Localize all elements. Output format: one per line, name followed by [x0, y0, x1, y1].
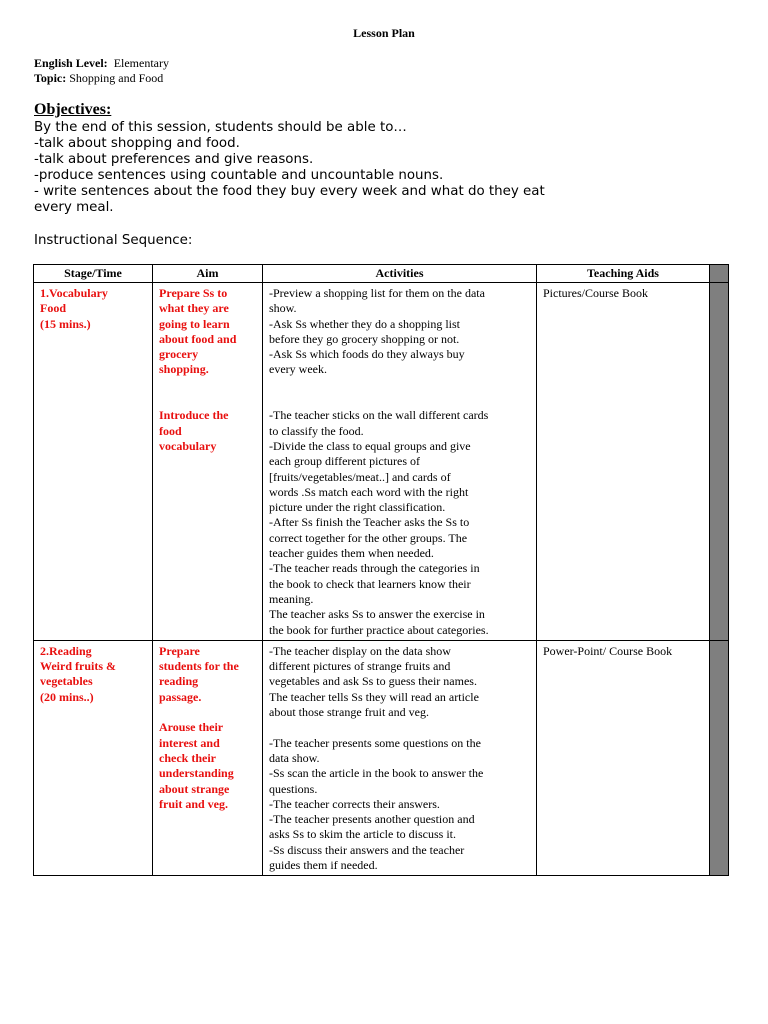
table-row: [34, 283, 729, 641]
topic-label: Topic:: [34, 71, 67, 85]
activity-line: the book for further practice about categories.: [269, 622, 489, 637]
objective-line: -talk about preferences and give reasons.: [34, 152, 314, 167]
stage-line: (15 mins.): [40, 316, 91, 331]
header-activities: Activities: [263, 265, 537, 283]
aim-line: passage.: [159, 689, 202, 704]
activity-line: -Ask Ss which foods do they always buy: [269, 347, 465, 362]
activity-line: different pictures of strange fruits and: [269, 659, 451, 674]
aim-line: Arouse their: [159, 720, 224, 735]
activity-line: -Ss discuss their answers and the teacher: [269, 842, 465, 857]
english-level-value: Elementary: [113, 56, 169, 70]
stage-line: vegetables: [40, 674, 93, 689]
activity-line: questions.: [269, 781, 318, 796]
aim-line: students for the: [159, 659, 239, 674]
aim-line: check their: [159, 750, 216, 765]
aim-line: about strange: [159, 781, 230, 796]
teaching-aids-cell: Pictures/Course Book: [537, 283, 710, 641]
stage-line: 2.Reading: [40, 643, 92, 658]
english-level-label: English Level:: [34, 56, 108, 70]
activity-line: -Ss scan the article in the book to answer the: [269, 766, 484, 781]
activity-line: The teacher tells Ss they will read an article: [269, 689, 479, 704]
header-teaching-aids: Teaching Aids: [537, 265, 710, 283]
activity-line: guides them if needed.: [269, 857, 378, 872]
aim-line: reading: [159, 674, 199, 689]
stage-cell: [34, 283, 153, 641]
instructional-sequence-heading: Instructional Sequence:: [34, 233, 193, 248]
activity-line: the book to check that learners know their: [269, 576, 471, 591]
activity-line: -Ask Ss whether they do a shopping list: [269, 316, 460, 331]
shaded-column: [710, 265, 729, 283]
aim-line: Prepare: [159, 643, 200, 658]
lesson-table: [33, 264, 729, 876]
activity-line: each group different pictures of: [269, 454, 421, 469]
stage-line: Food: [40, 301, 67, 316]
activity-line: -Preview a shopping list for them on the data: [269, 286, 485, 300]
aim-line: vocabulary: [159, 438, 217, 453]
english-level: [34, 56, 169, 71]
activity-line: vegetables and ask Ss to guess their names.: [269, 674, 477, 689]
aim-cell: [153, 283, 263, 641]
aim-line: going to learn: [159, 316, 230, 331]
activity-line: asks Ss to skim the article to discuss it.: [269, 827, 456, 842]
objective-line: - write sentences about the food they buy every week and what do they eat: [34, 184, 545, 199]
aim-line: what they are: [159, 301, 229, 316]
activity-line: -The teacher presents some questions on the: [269, 735, 481, 750]
aim-line: Prepare Ss to: [159, 286, 228, 300]
aim-line: about food and: [159, 331, 237, 346]
stage-line: Weird fruits &: [40, 659, 116, 674]
activity-line: before they go grocery shopping or not.: [269, 331, 460, 346]
activity-line: The teacher asks Ss to answer the exercise in: [269, 607, 485, 622]
shaded-column: [710, 283, 729, 641]
topic-value: Shopping and Food: [69, 71, 164, 85]
activity-line: picture under the right classification.: [269, 500, 446, 515]
activity-line: every week.: [269, 362, 327, 377]
objective-line: By the end of this session, students should be able to…: [34, 120, 407, 135]
activity-line: -The teacher corrects their answers.: [269, 796, 440, 811]
activity-line: -The teacher sticks on the wall different cards: [269, 408, 489, 423]
activity-line: teacher guides them when needed.: [269, 546, 434, 561]
aim-cell: [153, 640, 263, 875]
activities-cell: [263, 640, 537, 875]
aim-line: fruit and veg.: [159, 796, 228, 811]
objective-line: every meal.: [34, 200, 114, 215]
activity-line: to classify the food.: [269, 423, 364, 438]
stage-line: 1.Vocabulary: [40, 286, 108, 300]
activity-line: about those strange fruit and veg.: [269, 705, 429, 720]
header-stage-time: Stage/Time: [34, 265, 153, 283]
activity-line: show.: [269, 301, 297, 316]
activities-cell: [263, 283, 537, 641]
objective-line: -produce sentences using countable and uncountable nouns.: [34, 168, 444, 183]
table-row: [34, 640, 729, 875]
table-header-row: [34, 265, 729, 283]
aim-line: shopping.: [159, 362, 209, 377]
activity-line: meaning.: [269, 591, 314, 606]
activity-line: -The teacher presents another question and: [269, 812, 475, 827]
activity-line: data show.: [269, 750, 320, 765]
aim-line: interest and: [159, 735, 220, 750]
aim-line: grocery: [159, 347, 199, 362]
document-title: Lesson Plan: [353, 26, 415, 40]
activity-line: -The teacher reads through the categories in: [269, 561, 480, 576]
objectives-heading: Objectives:: [34, 101, 112, 118]
objective-line: -talk about shopping and food.: [34, 136, 240, 151]
activity-line: -Divide the class to equal groups and give: [269, 438, 471, 453]
activity-line: -After Ss finish the Teacher asks the Ss to: [269, 515, 470, 530]
activity-line: -The teacher display on the data show: [269, 643, 451, 658]
activity-line: correct together for the other groups. The: [269, 530, 468, 545]
shaded-column: [710, 640, 729, 875]
stage-cell: [34, 640, 153, 875]
activity-line: [fruits/vegetables/meat..] and cards of: [269, 469, 451, 484]
activity-line: words .Ss match each word with the right: [269, 484, 469, 499]
aim-line: understanding: [159, 766, 234, 781]
header-aim: Aim: [153, 265, 263, 283]
topic: [34, 71, 163, 86]
objectives-list: [34, 120, 754, 216]
aim-line: food: [159, 423, 182, 438]
stage-line: (20 mins..): [40, 689, 94, 704]
aim-line: Introduce the: [159, 408, 229, 423]
teaching-aids-cell: Power-Point/ Course Book: [537, 640, 710, 875]
